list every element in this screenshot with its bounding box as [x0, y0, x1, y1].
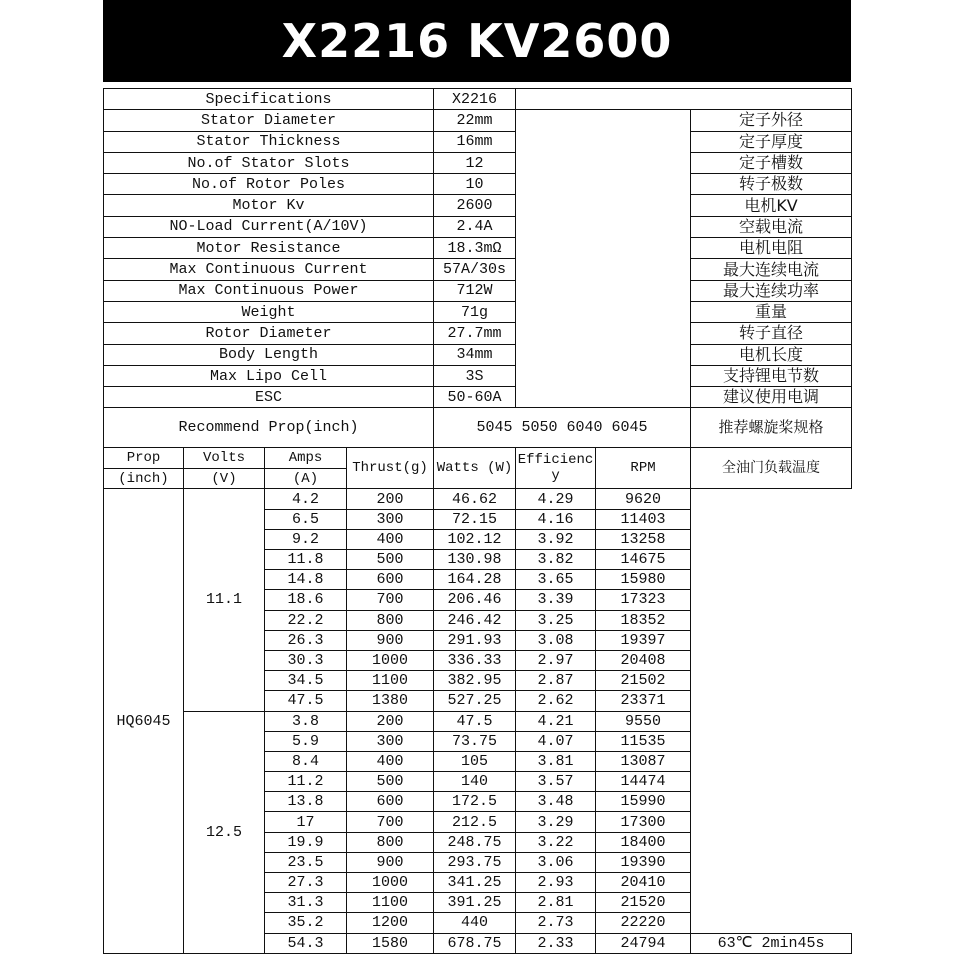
spec-label: No.of Rotor Poles	[104, 174, 434, 195]
thrust-cell: 700	[347, 812, 434, 832]
watts-cell: 130.98	[434, 550, 516, 570]
watts-cell: 172.5	[434, 792, 516, 812]
thrust-cell: 1100	[347, 893, 434, 913]
rpm-cell: 22220	[596, 913, 691, 933]
spec-table	[103, 88, 852, 954]
rpm-cell: 21502	[596, 671, 691, 691]
thrust-cell: 1380	[347, 691, 434, 711]
watts-cell: 527.25	[434, 691, 516, 711]
spec-label-cn: 定子槽数	[691, 152, 852, 173]
spec-label: Motor Kv	[104, 195, 434, 216]
spec-label-cn: 重量	[691, 301, 852, 322]
header-amps: Amps	[265, 448, 347, 469]
spec-label: Weight	[104, 301, 434, 322]
rpm-cell: 9550	[596, 711, 691, 731]
spec-row	[104, 195, 852, 216]
efficiency-cell: 2.33	[516, 933, 596, 953]
spec-label: Max Continuous Current	[104, 259, 434, 280]
spec-row	[104, 387, 852, 408]
header-temp: 全油门负载温度	[691, 448, 852, 489]
amps-cell: 9.2	[265, 529, 347, 549]
amps-cell: 11.8	[265, 550, 347, 570]
efficiency-cell: 2.81	[516, 893, 596, 913]
amps-cell: 14.8	[265, 570, 347, 590]
thrust-cell: 300	[347, 731, 434, 751]
efficiency-cell: 3.65	[516, 570, 596, 590]
prop-cell: HQ6045	[104, 489, 184, 953]
amps-cell: 3.8	[265, 711, 347, 731]
amps-cell: 26.3	[265, 630, 347, 650]
efficiency-cell: 3.29	[516, 812, 596, 832]
recommend-label: Recommend Prop(inch)	[104, 408, 434, 448]
watts-cell: 382.95	[434, 671, 516, 691]
watts-cell: 678.75	[434, 933, 516, 953]
recommend-value: 5045 5050 6040 6045	[434, 408, 691, 448]
watts-cell: 291.93	[434, 630, 516, 650]
spec-label-cn: 支持锂电节数	[691, 365, 852, 386]
spec-value: 712W	[434, 280, 516, 301]
efficiency-cell: 2.87	[516, 671, 596, 691]
thrust-cell: 300	[347, 509, 434, 529]
rpm-cell: 13258	[596, 529, 691, 549]
amps-cell: 4.2	[265, 489, 347, 509]
spec-label: Max Continuous Power	[104, 280, 434, 301]
rpm-cell: 14474	[596, 772, 691, 792]
efficiency-cell: 2.73	[516, 913, 596, 933]
efficiency-cell: 4.29	[516, 489, 596, 509]
spec-row	[104, 280, 852, 301]
watts-cell: 293.75	[434, 852, 516, 872]
spec-row	[104, 238, 852, 259]
recommend-label-cn: 推荐螺旋桨规格	[691, 408, 852, 448]
thrust-cell: 400	[347, 529, 434, 549]
efficiency-cell: 4.07	[516, 731, 596, 751]
spec-label: NO-Load Current(A/10V)	[104, 216, 434, 237]
efficiency-cell: 3.08	[516, 630, 596, 650]
efficiency-cell: 2.62	[516, 691, 596, 711]
header-volts-unit: (V)	[184, 468, 265, 489]
amps-cell: 13.8	[265, 792, 347, 812]
spec-label-cn: 建议使用电调	[691, 387, 852, 408]
amps-cell: 35.2	[265, 913, 347, 933]
spec-value: 12	[434, 152, 516, 173]
thrust-cell: 800	[347, 832, 434, 852]
spec-value: 71g	[434, 301, 516, 322]
spec-label: Stator Thickness	[104, 131, 434, 152]
thrust-cell: 1200	[347, 913, 434, 933]
spec-row	[104, 110, 852, 131]
rpm-cell: 11535	[596, 731, 691, 751]
amps-cell: 6.5	[265, 509, 347, 529]
watts-cell: 140	[434, 772, 516, 792]
spec-value: 18.3mΩ	[434, 238, 516, 259]
amps-cell: 30.3	[265, 650, 347, 670]
header-rpm: RPM	[596, 448, 691, 489]
spec-label-cn: 转子直径	[691, 323, 852, 344]
spec-label-cn: 最大连续电流	[691, 259, 852, 280]
rpm-cell: 20408	[596, 650, 691, 670]
rpm-cell: 14675	[596, 550, 691, 570]
thrust-cell: 500	[347, 772, 434, 792]
rpm-cell: 18352	[596, 610, 691, 630]
spec-value: 3S	[434, 365, 516, 386]
spec-label: Motor Resistance	[104, 238, 434, 259]
spec-blank-area	[516, 110, 691, 408]
rpm-cell: 9620	[596, 489, 691, 509]
efficiency-cell: 3.22	[516, 832, 596, 852]
rpm-cell: 15990	[596, 792, 691, 812]
rpm-cell: 13087	[596, 751, 691, 771]
header-thrust: Thrust(g)	[347, 448, 434, 489]
spec-blank	[516, 89, 852, 110]
efficiency-cell: 3.57	[516, 772, 596, 792]
watts-cell: 248.75	[434, 832, 516, 852]
rpm-cell: 18400	[596, 832, 691, 852]
spec-value: 27.7mm	[434, 323, 516, 344]
header-efficiency: Efficiency	[516, 448, 596, 489]
watts-cell: 206.46	[434, 590, 516, 610]
amps-cell: 8.4	[265, 751, 347, 771]
watts-cell: 440	[434, 913, 516, 933]
spec-label-cn: 最大连续功率	[691, 280, 852, 301]
efficiency-cell: 2.97	[516, 650, 596, 670]
rpm-cell: 19390	[596, 852, 691, 872]
amps-cell: 5.9	[265, 731, 347, 751]
thrust-cell: 1000	[347, 873, 434, 893]
thrust-cell: 600	[347, 792, 434, 812]
efficiency-cell: 3.25	[516, 610, 596, 630]
amps-cell: 18.6	[265, 590, 347, 610]
efficiency-cell: 3.82	[516, 550, 596, 570]
thrust-cell: 200	[347, 489, 434, 509]
volts-cell: 11.1	[184, 489, 265, 711]
spec-label: Max Lipo Cell	[104, 365, 434, 386]
spec-value: 16mm	[434, 131, 516, 152]
watts-cell: 102.12	[434, 529, 516, 549]
spec-label-cn: 转子极数	[691, 174, 852, 195]
thrust-cell: 1100	[347, 671, 434, 691]
spec-label-cn: 电机KV	[691, 195, 852, 216]
amps-cell: 27.3	[265, 873, 347, 893]
header-watts: Watts (W)	[434, 448, 516, 489]
efficiency-cell: 4.21	[516, 711, 596, 731]
spec-row	[104, 216, 852, 237]
rpm-cell: 17300	[596, 812, 691, 832]
efficiency-cell: 4.16	[516, 509, 596, 529]
watts-cell: 246.42	[434, 610, 516, 630]
thrust-cell: 400	[347, 751, 434, 771]
spec-row	[104, 259, 852, 280]
volts-cell: 12.5	[184, 711, 265, 953]
spec-value: 57A/30s	[434, 259, 516, 280]
temp-blank	[691, 489, 852, 933]
spec-label-cn: 电机电阻	[691, 238, 852, 259]
spec-label: Rotor Diameter	[104, 323, 434, 344]
watts-cell: 212.5	[434, 812, 516, 832]
perf-header-row	[104, 448, 852, 469]
thrust-cell: 800	[347, 610, 434, 630]
rpm-cell: 20410	[596, 873, 691, 893]
spec-row	[104, 323, 852, 344]
amps-cell: 54.3	[265, 933, 347, 953]
thrust-cell: 900	[347, 852, 434, 872]
spec-value: 22mm	[434, 110, 516, 131]
rpm-cell: 24794	[596, 933, 691, 953]
spec-value: 2.4A	[434, 216, 516, 237]
header-volts: Volts	[184, 448, 265, 469]
watts-cell: 336.33	[434, 650, 516, 670]
spec-label: No.of Stator Slots	[104, 152, 434, 173]
spec-label-cn: 空载电流	[691, 216, 852, 237]
rpm-cell: 15980	[596, 570, 691, 590]
spec-value: 34mm	[434, 344, 516, 365]
spec-row	[104, 301, 852, 322]
temp-value: 63℃ 2min45s	[691, 933, 852, 953]
efficiency-cell: 2.93	[516, 873, 596, 893]
watts-cell: 341.25	[434, 873, 516, 893]
efficiency-cell: 3.81	[516, 751, 596, 771]
spec-value: 2600	[434, 195, 516, 216]
recommend-prop-row	[104, 408, 852, 448]
data-row	[104, 489, 852, 509]
rpm-cell: 11403	[596, 509, 691, 529]
watts-cell: 73.75	[434, 731, 516, 751]
rpm-cell: 21520	[596, 893, 691, 913]
watts-cell: 164.28	[434, 570, 516, 590]
amps-cell: 47.5	[265, 691, 347, 711]
watts-cell: 46.62	[434, 489, 516, 509]
amps-cell: 31.3	[265, 893, 347, 913]
header-prop: Prop	[104, 448, 184, 469]
spec-value: 10	[434, 174, 516, 195]
watts-cell: 105	[434, 751, 516, 771]
thrust-cell: 500	[347, 550, 434, 570]
thrust-cell: 1000	[347, 650, 434, 670]
spec-value: 50-60A	[434, 387, 516, 408]
spec-label: ESC	[104, 387, 434, 408]
spec-label-cn: 电机长度	[691, 344, 852, 365]
amps-cell: 11.2	[265, 772, 347, 792]
spec-label: Body Length	[104, 344, 434, 365]
spec-value: X2216	[434, 89, 516, 110]
efficiency-cell: 3.92	[516, 529, 596, 549]
efficiency-cell: 3.48	[516, 792, 596, 812]
spec-row	[104, 365, 852, 386]
spec-header-row	[104, 89, 852, 110]
rpm-cell: 19397	[596, 630, 691, 650]
amps-cell: 19.9	[265, 832, 347, 852]
page-title: X2216 KV2600	[281, 14, 673, 68]
thrust-cell: 1580	[347, 933, 434, 953]
spec-label: Specifications	[104, 89, 434, 110]
header-prop-unit: (inch)	[104, 468, 184, 489]
watts-cell: 391.25	[434, 893, 516, 913]
watts-cell: 47.5	[434, 711, 516, 731]
spec-label-cn: 定子厚度	[691, 131, 852, 152]
efficiency-cell: 3.06	[516, 852, 596, 872]
amps-cell: 17	[265, 812, 347, 832]
amps-cell: 22.2	[265, 610, 347, 630]
header-amps-unit: (A)	[265, 468, 347, 489]
spec-row	[104, 344, 852, 365]
amps-cell: 23.5	[265, 852, 347, 872]
amps-cell: 34.5	[265, 671, 347, 691]
rpm-cell: 23371	[596, 691, 691, 711]
rpm-cell: 17323	[596, 590, 691, 610]
thrust-cell: 700	[347, 590, 434, 610]
efficiency-cell: 3.39	[516, 590, 596, 610]
spec-label: Stator Diameter	[104, 110, 434, 131]
spec-row	[104, 174, 852, 195]
thrust-cell: 900	[347, 630, 434, 650]
spec-row	[104, 152, 852, 173]
title-banner	[103, 0, 851, 82]
spec-row	[104, 131, 852, 152]
thrust-cell: 200	[347, 711, 434, 731]
watts-cell: 72.15	[434, 509, 516, 529]
thrust-cell: 600	[347, 570, 434, 590]
spec-label-cn: 定子外径	[691, 110, 852, 131]
